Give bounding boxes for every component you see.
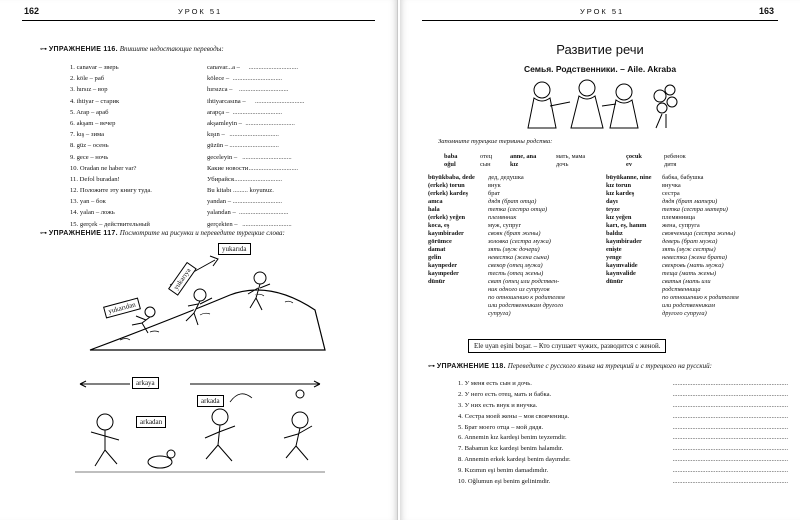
term-cell: kız torun (606, 182, 632, 189)
running-title-left: УРОК 51 (178, 7, 223, 16)
term-cell: enişte (606, 246, 622, 253)
term-cell: тетка (сестра матери) (662, 206, 728, 213)
label-arkaya: arkaya (132, 377, 159, 389)
sentence-row (458, 401, 788, 412)
term-cell: свояк (брат жены) (488, 230, 541, 237)
sentence-row (458, 466, 788, 477)
arrow-icon: ⊶ (428, 363, 435, 370)
memo-text: Запомните турецкие термины родства: (438, 138, 553, 145)
term-cell: kız (510, 161, 519, 168)
source-word: 14. yalan – ложь (70, 209, 115, 217)
sentence-row (458, 444, 788, 455)
term-cell: внучка (662, 182, 681, 189)
sentence-text: 10. Oğlumun eşi benim gelinimdir. (458, 478, 551, 486)
terms-right-turkish (606, 174, 651, 286)
term-cell: родственница (662, 286, 701, 293)
answer-blank: ...................................................................... (672, 434, 788, 442)
term-cell: сестра (662, 190, 680, 197)
term-cell: дядя (брат отца) (488, 198, 537, 205)
sentence-text: 7. Babamın kız kardeşi benim halamdır. (458, 445, 564, 453)
sentence-row (458, 390, 788, 401)
term-cell: дядя (брат матери) (662, 198, 718, 205)
term-cell: kız kardeş (606, 190, 635, 197)
top-terms-col4 (556, 153, 585, 169)
term-cell: невестка (жена сына) (488, 254, 550, 261)
target-word: geceleyin – (207, 153, 238, 161)
answer-blank: ...................................................................... (672, 478, 788, 486)
answer-blank: ...................................................................... (672, 390, 788, 398)
term-cell (428, 310, 475, 318)
term-cell: свекор (отец мужа) (488, 262, 543, 269)
label-arkada: arkada (197, 395, 224, 407)
term-cell: (erkek) yeğen (428, 214, 466, 221)
term-cell: baldız (606, 230, 623, 237)
exercise-116-list (70, 62, 330, 230)
term-cell: oğul (444, 161, 456, 168)
target-word: Какие новости (207, 164, 249, 172)
term-cell: büyükbaba, dede (428, 174, 475, 181)
term-cell: племянница (662, 214, 695, 221)
term-cell: сват (отец или родствен- (488, 278, 560, 285)
arrow-icon: ⊶ (40, 230, 47, 237)
sentence-text: 5. Брат моего отца – мой дядя. (458, 423, 544, 431)
answer-blank: .............................. (242, 153, 292, 161)
answer-blank: ...................................................................... (672, 412, 788, 420)
right-page (400, 0, 800, 520)
sentence-text: 9. Kızımın eşi benim damadımdır. (458, 467, 549, 475)
answer-blank: ...................................................................... (672, 456, 788, 464)
answer-blank: ...................................................................... (672, 401, 788, 409)
term-cell: отец (480, 153, 493, 160)
term-cell (428, 286, 475, 294)
term-cell: теща (мать жены) (662, 270, 717, 277)
term-cell: деверь (брат мужа) (662, 238, 718, 245)
top-terms-col2 (480, 153, 492, 169)
term-cell: супруга) (488, 310, 511, 317)
target-word: yalandan – (207, 209, 236, 217)
term-cell: золовка (сестра мужа) (488, 238, 551, 245)
term-cell: karı, eş, hanım (606, 222, 647, 229)
term-cell: сын (480, 161, 491, 168)
answer-blank: .............................. (245, 119, 295, 127)
top-terms-col1 (444, 153, 458, 169)
term-cell: тесть (отец жены) (488, 270, 544, 277)
target-word: Убирайся (207, 175, 234, 183)
term-cell: görümce (428, 238, 452, 245)
list-item (70, 62, 330, 73)
answer-blank: .............................. (239, 86, 289, 94)
terms-left-turkish (428, 174, 475, 318)
sentence-text: 6. Annemin kız kardeşi benim teyzemdir. (458, 434, 567, 442)
term-cell: зять (муж сестры) (662, 246, 716, 253)
term-cell: дитя (664, 161, 677, 168)
source-word: 12. Положите эту книгу туда. (70, 187, 152, 195)
section-title: Развитие речи (556, 42, 644, 57)
page-number-left: 162 (24, 6, 40, 16)
source-word: 8. güz – осень (70, 142, 109, 150)
term-cell: yenge (606, 254, 622, 261)
label-yukarida: yukarıda (218, 243, 251, 255)
list-item (70, 96, 330, 107)
term-cell: внук (488, 182, 501, 189)
arrow-icon: ⊶ (40, 46, 47, 53)
source-word: 7. kış – зима (70, 131, 105, 139)
answer-blank: .............................. (248, 64, 299, 71)
exercise-116-title: УПРАЖНЕНИЕ 116. (48, 46, 118, 53)
page-number-right: 163 (758, 6, 774, 16)
answer-blank: .............................. (232, 175, 283, 183)
term-cell: teyze (606, 206, 620, 213)
list-item (70, 185, 330, 196)
term-cell: зять (муж дочери) (488, 246, 540, 253)
section-subtitle: Семья. Родственники. – Aile. Akraba (523, 64, 677, 74)
term-cell: dünür (606, 278, 624, 285)
sentence-row (458, 379, 788, 390)
term-cell: свояченица (сестра жены) (662, 230, 736, 237)
exercise-117-heading (40, 229, 285, 237)
exercise-118-title: УПРАЖНЕНИЕ 118. (436, 363, 506, 370)
target-word: güzün – (207, 142, 229, 150)
list-item (70, 140, 330, 151)
term-cell: (erkek) kardeş (428, 190, 468, 197)
term-cell: или родственникам (662, 302, 716, 309)
top-terms-col5 (626, 153, 642, 169)
term-cell: dayı (606, 198, 618, 205)
label-yukariya: yukarıya (168, 262, 196, 296)
term-cell: amca (428, 198, 443, 205)
left-header (0, 5, 397, 19)
exercise-117-instruction: Посмотрите на рисунки и переведите турецкие слова: (119, 229, 285, 237)
target-word: canavar...a – (207, 64, 240, 71)
exercise-118-list (458, 379, 788, 488)
list-item (70, 207, 330, 218)
term-cell: ребенок (664, 153, 686, 160)
answer-blank: .............................. (232, 198, 283, 206)
source-word: 2. köle – раб (70, 75, 105, 83)
sentence-row (458, 433, 788, 444)
label-yukaridan: yukarıdan (103, 298, 141, 319)
sentence-text: 1. У меня есть сын и дочь. (458, 380, 532, 387)
term-cell: kaynvalide (606, 270, 636, 277)
answer-blank: .............................. (239, 209, 289, 217)
answer-blank: .............................. (232, 108, 283, 116)
source-word: 1. canavar – зверь (70, 64, 119, 71)
sentence-row (458, 455, 788, 466)
term-cell: муж, супруг (488, 222, 522, 229)
source-word: 5. Arap – араб (70, 108, 109, 116)
answer-blank: .............................. (232, 75, 283, 83)
term-cell: kaynpeder (428, 262, 458, 269)
list-item (70, 129, 330, 140)
terms-left-russian (488, 174, 565, 318)
proverb-box: Ele uyan eşini boşar. – Кто слушает чужих, разводится с женой. (468, 339, 666, 353)
answer-blank: .............................. (229, 142, 279, 150)
term-cell: damat (428, 246, 446, 253)
target-word: yandan – (207, 198, 231, 206)
source-word: 4. ihtiyar – старик (70, 97, 120, 105)
top-terms-col6 (664, 153, 686, 169)
sentence-row (458, 477, 788, 488)
right-header (400, 5, 800, 19)
term-cell: anne, ana (510, 153, 537, 160)
source-word: 6. akşam – вечер (70, 119, 116, 127)
target-word: gerçekten – (207, 220, 238, 228)
label-arkadan: arkadan (136, 416, 166, 428)
answer-blank: .............................. (229, 131, 279, 139)
list-item (70, 152, 330, 163)
sentence-text: 3. У них есть внук и внучка. (458, 401, 538, 409)
term-cell: baba (444, 153, 458, 160)
header-rule-right (422, 20, 778, 21)
hill-climb-illustration (80, 240, 330, 360)
answer-blank: .............................. (242, 220, 292, 228)
list-item (70, 118, 330, 129)
terms-right-russian (662, 174, 739, 318)
answer-blank: ...................................................................... (672, 380, 788, 387)
term-cell (428, 302, 475, 310)
source-word: 11. Defol buradan! (70, 175, 120, 183)
term-cell: сватья (мать или (662, 278, 711, 285)
term-cell: свекровь (мать мужа) (662, 262, 724, 269)
left-page (0, 0, 398, 520)
source-word: 9. gece – ночь (70, 153, 109, 161)
source-word: 10. Oradan ne haber var? (70, 164, 137, 172)
running-people-illustration (75, 372, 335, 477)
source-word: 3. hırsız – вор (70, 86, 108, 94)
answer-blank: ...................................................................... (672, 445, 788, 453)
term-cell: невестка (жена брата) (662, 254, 728, 261)
term-cell: dünür (428, 278, 446, 285)
running-title-right: УРОК 51 (580, 7, 625, 16)
answer-blank: ...................................................................... (672, 467, 788, 475)
term-cell: брат (488, 190, 500, 197)
target-word: akşamleyin – (207, 119, 242, 127)
term-cell: çocuk (626, 153, 642, 160)
answer-blank: .............................. (255, 97, 305, 105)
sentence-row (458, 423, 788, 434)
list-item (70, 196, 330, 207)
answer-blank: ...................................................................... (672, 423, 788, 431)
target-word: hırsızca – (207, 86, 233, 94)
term-cell: hala (428, 206, 440, 213)
sentence-text: 4. Сестра моей жены – моя свояченица. (458, 412, 570, 420)
exercise-116-heading (40, 45, 224, 53)
term-cell: (erkek) torun (428, 182, 465, 189)
term-cell: koca, eş (428, 222, 450, 229)
term-cell: бабка, бабушка (662, 174, 704, 181)
sentence-text: 8. Annemin erkek kardeşi benim dayımdır. (458, 456, 571, 464)
list-item (70, 73, 330, 84)
term-cell: ник одного из супругов (488, 286, 550, 293)
term-cell: kayınpeder (428, 270, 459, 277)
list-item (70, 163, 330, 174)
target-word: arapça – (207, 108, 230, 116)
sentence-text: 2. У него есть отец, мать и бабка. (458, 390, 552, 398)
top-terms-col3 (510, 153, 536, 169)
term-cell: kayınvalide (606, 262, 638, 269)
term-cell: по отношению к родителям (662, 294, 739, 301)
exercise-116-instruction: Впишите недостающие переводы: (119, 45, 224, 53)
term-cell (428, 294, 475, 302)
term-cell: дед, дедушка (488, 174, 524, 181)
term-cell: племянник (488, 214, 517, 221)
target-word: kışın – (207, 131, 225, 139)
term-cell: или родственникам другого (488, 302, 564, 309)
answer-blank: .............................. (248, 164, 299, 172)
term-cell: жена, супруга (662, 222, 700, 229)
sentence-row (458, 412, 788, 423)
exercise-118-heading (428, 362, 712, 370)
exercise-117-title: УПРАЖНЕНИЕ 117. (48, 230, 118, 237)
term-cell: мать, мама (556, 153, 586, 160)
term-cell: büyükanne, nine (606, 174, 652, 181)
target-word: Bu kitabı ......... koyunuz. (207, 187, 274, 195)
source-word: 13. yan – бок (70, 198, 106, 206)
term-cell: по отношению к родителям (488, 294, 565, 301)
term-cell: kayınbirader (606, 238, 642, 245)
target-word: ihtiyarcasına – (207, 97, 246, 105)
term-cell: тетка (сестра отца) (488, 206, 548, 213)
exercise-118-instruction: Переведите с русского языка на турецкий и с турецкого на русский: (507, 362, 713, 370)
term-cell: дочь (556, 161, 569, 168)
header-rule-left (22, 20, 375, 21)
term-cell: другого супруга) (662, 310, 707, 317)
target-word: kölece – (207, 75, 230, 83)
source-word: 15. gerçek – действительный (70, 220, 150, 228)
term-cell: gelin (428, 254, 442, 261)
list-item (70, 107, 330, 118)
term-cell: kız yeğen (606, 214, 632, 221)
family-illustration (512, 76, 692, 134)
term-cell: ev (626, 161, 633, 168)
list-item (70, 84, 330, 95)
term-cell: kayınbirader (428, 230, 464, 237)
list-item (70, 174, 330, 185)
